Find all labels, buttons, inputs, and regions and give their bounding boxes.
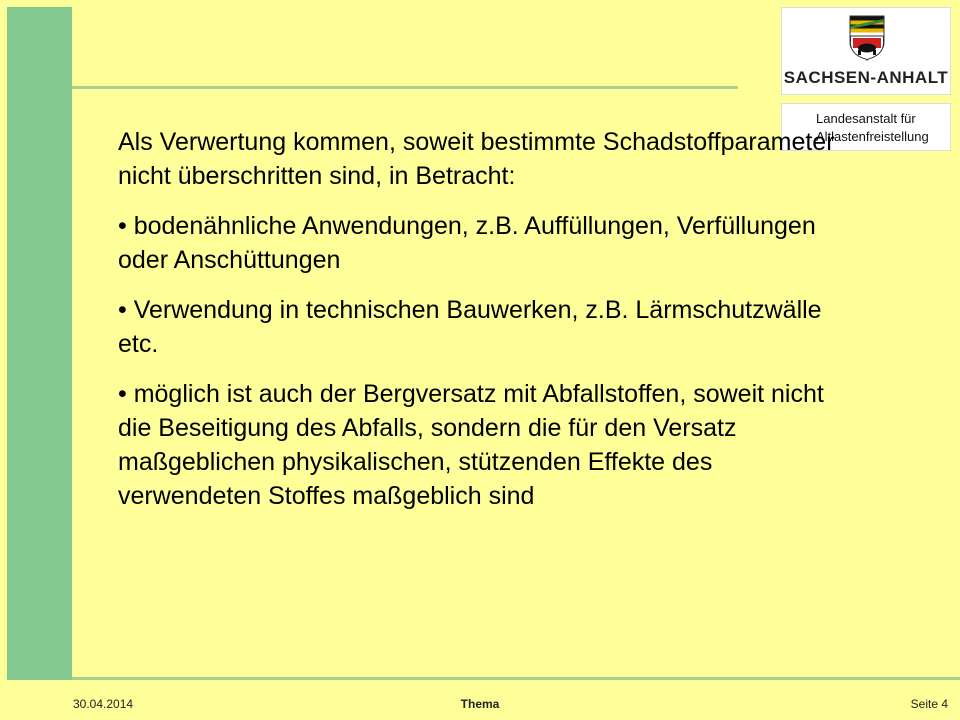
- state-name: SACHSEN-ANHALT: [783, 68, 949, 87]
- agency-line-2: Altlastenfreistellung: [816, 129, 929, 144]
- coat-of-arms-icon: [848, 14, 886, 62]
- state-logo: [781, 7, 951, 95]
- bullet-item: • bodenähnliche Anwendungen, z.B. Auffüllungen, Verfüllungen oder Anschüttungen: [118, 212, 816, 274]
- footer-title: Thema: [460, 697, 500, 711]
- top-divider: [72, 86, 738, 89]
- sidebar-accent-bar: [7, 7, 72, 680]
- bottom-divider: [72, 677, 960, 680]
- bullet-item: • Verwendung in technischen Bauwerken, z.B. Lärmschutzwälle etc.: [118, 296, 822, 358]
- footer-page-number: Seite 4: [910, 697, 948, 711]
- intro-paragraph: Als Verwertung kommen, soweit bestimmte Schadstoffparameter nicht überschritten sind, in Betracht:: [118, 128, 835, 190]
- agency-line-1: Landesanstalt für: [816, 111, 916, 126]
- footer-date: 30.04.2014: [73, 697, 134, 711]
- slide-body: [118, 125, 858, 529]
- bullet-item: • möglich ist auch der Bergversatz mit Abfallstoffen, soweit nicht die Beseitigung des Abfalls, sondern die für den Versatz maßgeblichen physikalischen, stützenden Effekte des verwendeten Stoffes maßgeblich sind: [118, 380, 824, 510]
